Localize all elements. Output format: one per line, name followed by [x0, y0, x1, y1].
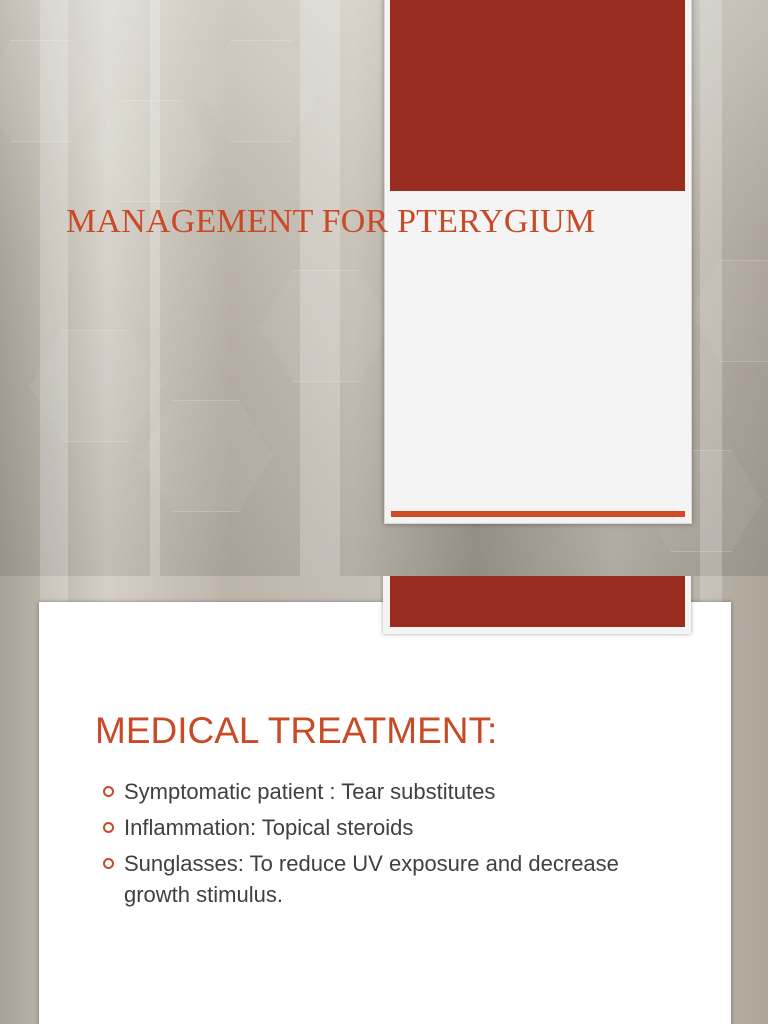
background-hexagon — [0, 40, 102, 142]
list-item — [102, 776, 662, 807]
background-stripe — [150, 0, 160, 576]
content-slide — [0, 576, 768, 1024]
list-item-text: Inflammation: Topical steroids — [124, 815, 414, 840]
title-accent-line — [391, 511, 685, 517]
circle-bullet-icon — [103, 822, 114, 833]
circle-bullet-icon — [103, 786, 114, 797]
title-red-block — [390, 0, 685, 191]
list-item-text: Sunglasses: To reduce UV exposure and decrease growth stimulus. — [124, 851, 619, 907]
list-item-text: Symptomatic patient : Tear substitutes — [124, 779, 496, 804]
background-hexagon — [90, 100, 212, 202]
list-item — [102, 848, 662, 910]
circle-bullet-icon — [103, 858, 114, 869]
header-red-tab — [390, 576, 685, 627]
list-item — [102, 812, 662, 843]
slide-title: MANAGEMENT FOR PTERYGIUM — [66, 203, 596, 240]
slide-heading: MEDICAL TREATMENT: — [95, 710, 498, 751]
background-hexagon — [260, 270, 392, 382]
bullet-list — [102, 776, 662, 915]
